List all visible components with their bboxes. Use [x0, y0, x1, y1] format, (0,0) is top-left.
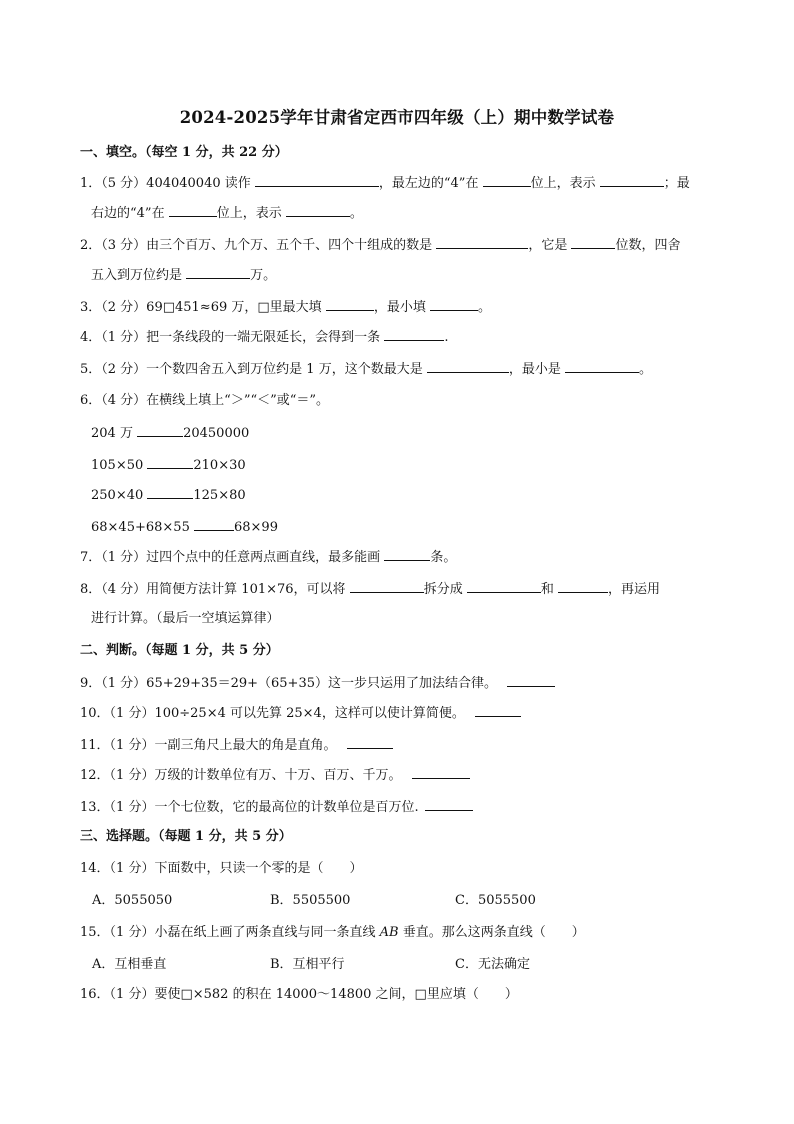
answer-blank[interactable]: [255, 174, 379, 187]
answer-blank[interactable]: [326, 298, 374, 311]
answer-blank[interactable]: [483, 174, 531, 187]
section-fill-in-heading: 一、填空。（每空 1 分，共 22 分）: [80, 145, 288, 160]
question-9: 9．（1 分）65+29+35＝29+（65+35）这一步只运用了加法结合律。: [80, 674, 555, 693]
answer-blank[interactable]: [147, 486, 193, 499]
answer-blank[interactable]: [436, 236, 528, 249]
question-12: 12．（1 分）万级的计数单位有万、十万、百万、千万。: [80, 766, 470, 785]
answer-blank[interactable]: [137, 424, 183, 437]
answer-blank[interactable]: [600, 174, 664, 187]
comparison-row: 250×40 125×80: [91, 488, 246, 503]
section-judgment-heading: 二、判断。（每题 1 分，共 5 分）: [80, 643, 279, 658]
question-5: 5．（2 分）一个数四舍五入到万位约是 1 万，这个数最大是 ，最小是 。: [80, 362, 653, 377]
answer-blank[interactable]: [169, 204, 217, 217]
answer-blank[interactable]: [558, 580, 608, 593]
question-10: 10．（1 分）100÷25×4 可以先算 25×4，这样可以使计算简便。: [80, 704, 521, 723]
question-2-line-2: 五入到万位约是 万。: [91, 268, 277, 283]
question-3: 3．（2 分）69□451≈69 万，□里最大填 ，最小填 。: [80, 300, 491, 315]
page-title: 2024-2025学年甘肃省定西市四年级（上）期中数学试卷: [179, 108, 615, 127]
question-1-line-1: 1．（5 分）404040040 读作 ，最左边的“4”在 位上，表示 ；最: [80, 176, 690, 191]
question-4: 4．（1 分）把一条线段的一端无限延长，会得到一条 .: [80, 330, 449, 345]
question-11: 11．（1 分）一副三角尺上最大的角是直角。: [80, 736, 393, 755]
question-13: 13．（1 分）一个七位数，它的最高位的计数单位是百万位.: [80, 798, 473, 817]
comparison-row: 204 万 20450000: [91, 426, 250, 441]
section-choice-heading: 三、选择题。（每题 1 分，共 5 分）: [80, 829, 292, 844]
answer-blank[interactable]: [427, 360, 509, 373]
answer-blank[interactable]: [194, 518, 234, 531]
question-16: 16．（1 分）要使□×582 的积在 14000～14800 之间，□里应填（ ）: [80, 987, 518, 1002]
option-b[interactable]: B．互相平行: [270, 957, 345, 972]
option-a[interactable]: A．互相垂直: [92, 957, 167, 972]
answer-blank[interactable]: [425, 798, 473, 811]
answer-blank[interactable]: [350, 580, 424, 593]
answer-blank[interactable]: [384, 328, 444, 341]
comparison-row: 105×50 210×30: [91, 458, 246, 473]
answer-blank[interactable]: [467, 580, 541, 593]
answer-blank[interactable]: [186, 266, 250, 279]
question-6: 6．（4 分）在横线上填上“＞”“＜”或“＝”。: [80, 393, 330, 408]
question-15: 15．（1 分）小磊在纸上画了两条直线与同一条直线 AB 垂直。那么这两条直线（ ）: [80, 925, 585, 940]
answer-blank[interactable]: [565, 360, 639, 373]
question-7: 7．（1 分）过四个点中的任意两点画直线，最多能画 条。: [80, 550, 457, 565]
answer-blank[interactable]: [412, 766, 470, 779]
answer-blank[interactable]: [286, 204, 350, 217]
answer-blank[interactable]: [571, 236, 615, 249]
question-2-line-1: 2．（3 分）由三个百万、九个万、五个千、四个十组成的数是 ，它是 位数，四舍: [80, 238, 681, 253]
question-8-line-2: 进行计算。（最后一空填运算律）: [91, 611, 280, 626]
question-1-line-2: 右边的“4”在 位上，表示 。: [91, 206, 363, 221]
option-c[interactable]: C．无法确定: [455, 957, 530, 972]
answer-blank[interactable]: [507, 674, 555, 687]
question-14: 14．（1 分）下面数中，只读一个零的是（ ）: [80, 861, 363, 876]
answer-blank[interactable]: [347, 736, 393, 749]
answer-blank[interactable]: [475, 704, 521, 717]
option-c[interactable]: C．5055500: [455, 893, 536, 908]
comparison-row: 68×45+68×55 68×99: [91, 520, 278, 535]
option-b[interactable]: B．5505500: [270, 893, 351, 908]
question-8-line-1: 8．（4 分）用简便方法计算 101×76，可以将 拆分成 和 ，再运用: [80, 582, 661, 597]
answer-blank[interactable]: [147, 456, 193, 469]
answer-blank[interactable]: [384, 548, 430, 561]
answer-blank[interactable]: [430, 298, 478, 311]
option-a[interactable]: A．5055050: [92, 893, 173, 908]
